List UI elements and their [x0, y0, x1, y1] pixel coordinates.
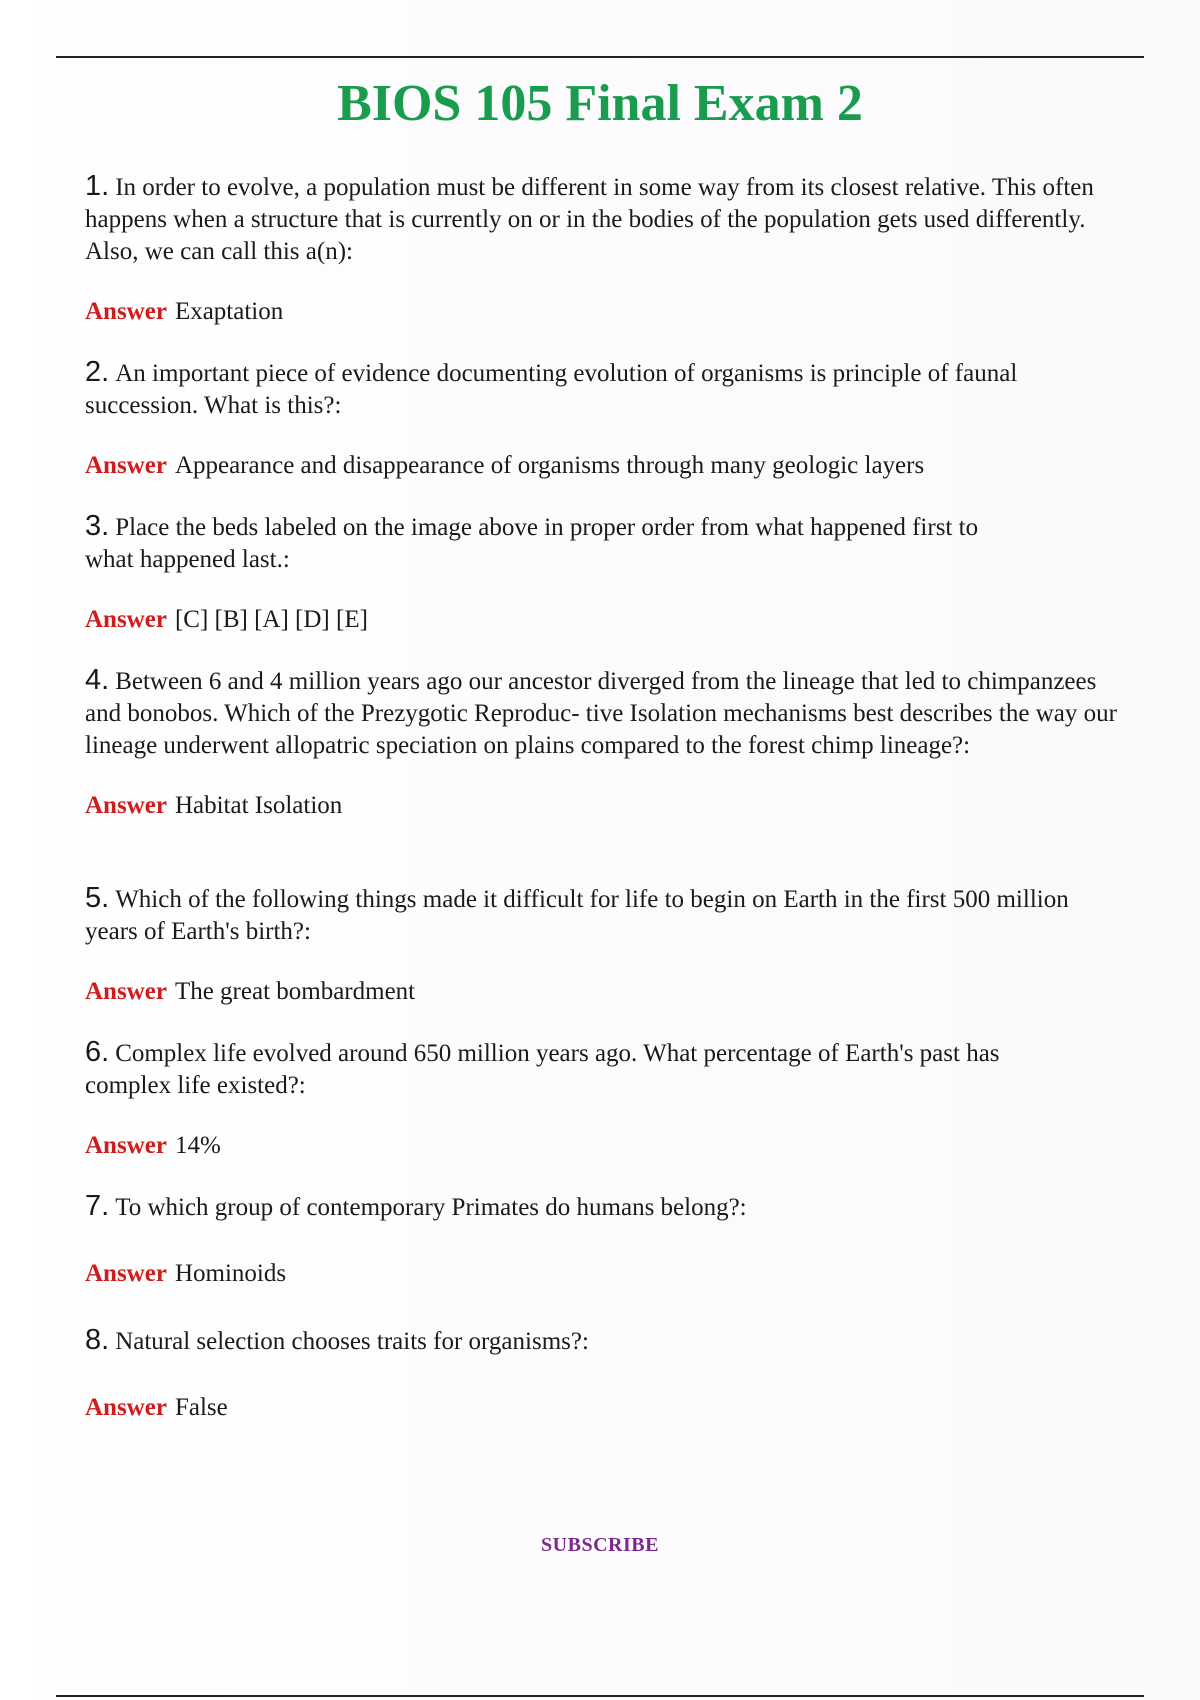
question-item	[85, 882, 1125, 1008]
answer-label: Answer	[85, 1394, 167, 1421]
answer-label: Answer	[85, 1260, 167, 1287]
answer-label: Answer	[85, 1132, 167, 1159]
question-number: 5.	[85, 882, 110, 914]
page-title: BIOS 105 Final Exam 2	[337, 75, 863, 132]
question-item	[85, 356, 1125, 482]
question-item	[85, 1190, 1125, 1290]
question-body: Which of the following things made it difficult for life to begin on Earth in the first 500 million years of Earth's birth?:	[85, 886, 1069, 945]
answer-value: The great bombardment	[174, 978, 416, 1005]
subscribe-link[interactable]: SUBSCRIBE	[541, 1534, 659, 1556]
answer-value: Hominoids	[174, 1260, 287, 1287]
answer-line	[85, 604, 1125, 636]
answer-line	[85, 450, 1125, 482]
answer-line	[85, 1392, 1125, 1424]
question-text	[85, 1190, 1125, 1224]
answer-line	[85, 296, 1125, 328]
question-item	[85, 170, 1125, 328]
question-text	[85, 510, 1025, 576]
question-number: 8.	[85, 1324, 110, 1356]
answer-value: Exaptation	[174, 298, 284, 325]
question-body: Complex life evolved around 650 million years ago. What percentage of Earth's past has complex life existed?:	[85, 1040, 1000, 1099]
answer-line	[85, 790, 1125, 822]
answer-value: Habitat Isolation	[174, 792, 343, 819]
question-body: In order to evolve, a population must be different in some way from its closest relative. This often happens when a structure that is currently on or in the bodies of the population gets used differently. Also, we can call this a(n):	[85, 174, 1094, 265]
question-body: An important piece of evidence documenting evolution of organisms is principle of faunal succession. What is this?:	[85, 360, 1018, 419]
question-number: 3.	[85, 510, 110, 542]
answer-value: Appearance and disappearance of organisms through many geologic layers	[174, 452, 925, 479]
answer-line	[85, 1130, 1125, 1162]
answer-label: Answer	[85, 298, 167, 325]
question-number: 6.	[85, 1036, 110, 1068]
question-text	[85, 664, 1125, 762]
question-number: 4.	[85, 664, 110, 696]
question-body: Place the beds labeled on the image above in proper order from what happened first to what happened last.:	[85, 514, 979, 573]
question-text	[85, 882, 1125, 948]
question-list	[85, 170, 1125, 1424]
question-item	[85, 510, 1125, 636]
question-item	[85, 1036, 1125, 1162]
answer-label: Answer	[85, 452, 167, 479]
bottom-rule	[56, 1695, 1144, 1697]
question-text	[85, 356, 1125, 422]
question-item	[85, 664, 1125, 822]
answer-value: False	[174, 1394, 228, 1421]
question-body: Natural selection chooses traits for organisms?:	[115, 1328, 589, 1355]
question-number: 7.	[85, 1190, 110, 1222]
answer-label: Answer	[85, 978, 167, 1005]
answer-line	[85, 1258, 1125, 1290]
question-number: 1.	[85, 170, 110, 202]
answer-value: 14%	[174, 1132, 221, 1159]
question-body: Between 6 and 4 million years ago our ancestor diverged from the lineage that led to chimpanzees and bonobos. Which of the Prezygotic Reproduc- tive Isolation mechanisms best describes the way our lineage underwent allopatric speciation on plains compared to the forest chimp lineage?:	[85, 668, 1117, 759]
answer-value: [C] [B] [A] [D] [E]	[174, 606, 368, 633]
question-body: To which group of contemporary Primates do humans belong?:	[115, 1194, 747, 1221]
question-text	[85, 1324, 1125, 1358]
answer-label: Answer	[85, 792, 167, 819]
answer-line	[85, 976, 1125, 1008]
question-item	[85, 1324, 1125, 1424]
top-rule	[56, 56, 1144, 58]
question-number: 2.	[85, 356, 110, 388]
question-text	[85, 170, 1125, 268]
question-text	[85, 1036, 1025, 1102]
answer-label: Answer	[85, 606, 167, 633]
